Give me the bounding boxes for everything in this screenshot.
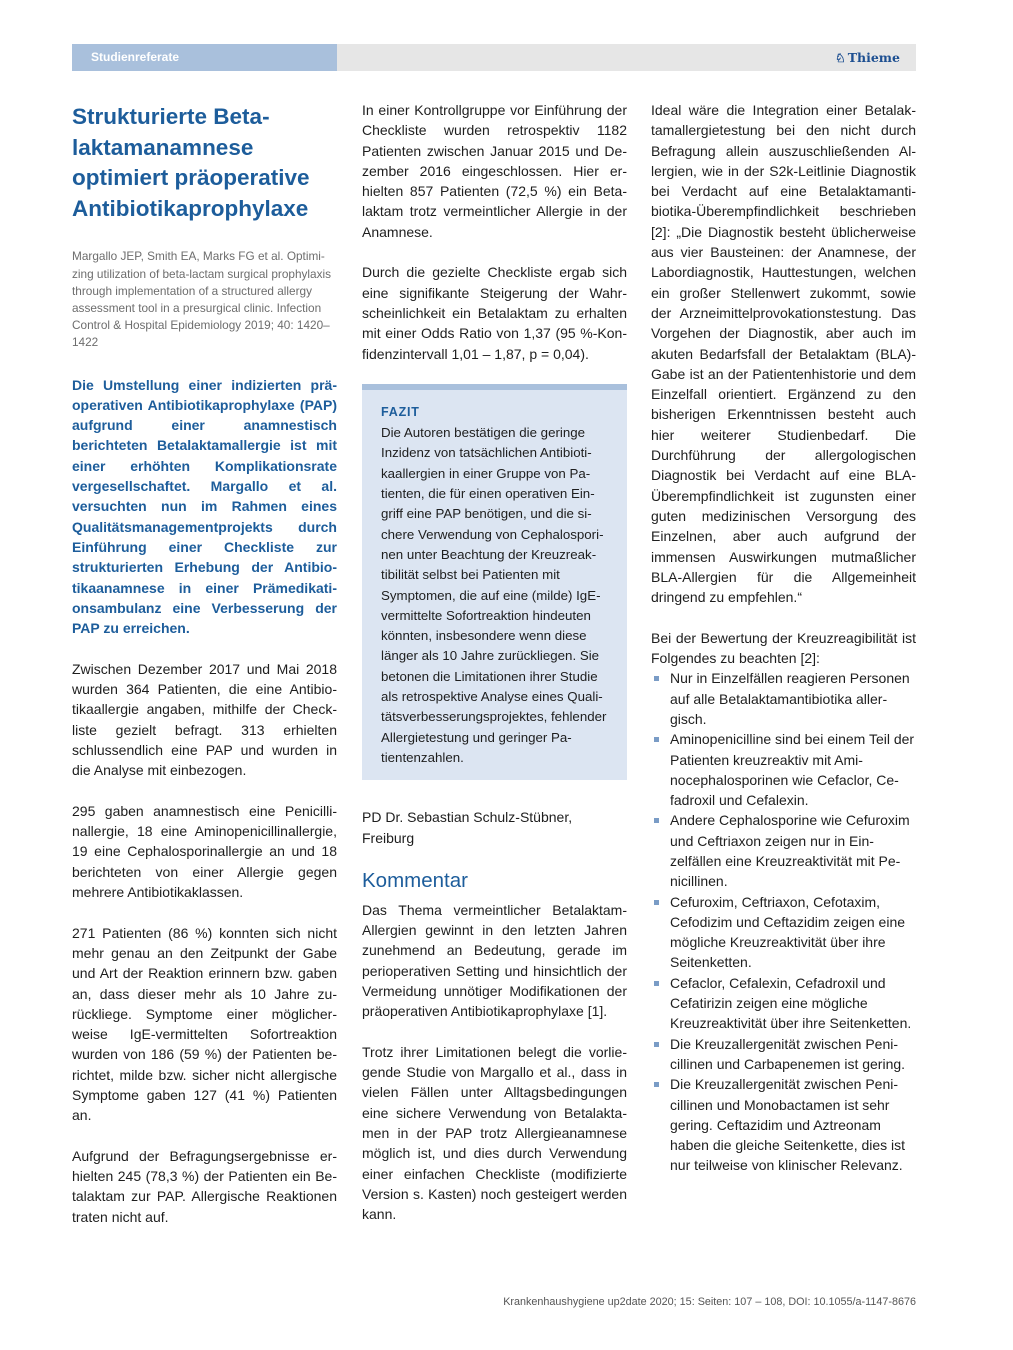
page-header — [72, 44, 916, 71]
article-citation: Margallo JEP, Smith EA, Marks FG et al. Optimizing utilization of beta-lactam surgical prophylaxis through implementation of a structured allergy assessment tool in a presurgical clinic. Infection Control & Hospital Epidemiology 2019; 40: 1420–1422 — [72, 249, 332, 350]
body-paragraph: Durch die gezielte Checkliste ergab sich eine signifikante Steigerung der Wahrscheinlichkeit ein Betalaktam zu erhalten mit einer Odds Ratio von 1,37 (95 %-Konfidenzintervall 1,01 – 1,87, p = 0,04). — [362, 264, 627, 362]
list-item: Die Kreuzallergenität zwischen Penicillinen und Carbapenemen ist gering. — [651, 1034, 916, 1075]
author-line: PD Dr. Sebastian Schulz-Stübner, Freiburg — [362, 809, 573, 846]
article-title: Strukturierte Betalaktamanamnese optimiert präoperative Antibiotikaprophylaxe — [72, 104, 310, 221]
body-paragraph: Zwischen Dezember 2017 und Mai 2018 wurden 364 Patienten, die eine Antibiotikaallergie angaben, mithilfe der Checkliste gezielt befragt. 313 erhielten schlussendlich eine PAP und wurden in die Analyse mit einbezogen. — [72, 660, 337, 779]
column-3 — [651, 100, 916, 1176]
section-label: Studienreferate — [72, 44, 337, 71]
list-item: Cefuroxim, Ceftriaxon, Cefotaxim, Cefodizim und Ceftazidim zeigen eine mögliche Kreuzreaktivität über ihre Seitenketten. — [651, 892, 916, 973]
body-paragraph: Das Thema vermeintlicher Betalaktam-Allergien gewinnt in den letzten Jahren zunehmend an Bedeutung, gerade im perioperativen Setting und hinsichtlich der Vermeidung unnötiger Modifikationen der präoperativen Antibiotikaprophylaxe [1]. — [362, 901, 627, 1020]
list-item: Die Kreuzallergenität zwischen Penicillinen und Monobactamen ist sehr gering. Ceftazidim und Aztreonam haben die gleiche Seitenkette, dies ist nur teilweise von klinischer Relevanz. — [651, 1074, 916, 1175]
footer-citation: Krankenhaushygiene up2date 2020; 15: Seiten: 107 – 108, DOI: 10.1055/a-1147-8676 — [503, 1296, 916, 1308]
body-paragraph: In einer Kontrollgruppe vor Einführung der Checkliste wurden retrospektiv 1182 Patienten zwischen Januar 2015 und Dezember 2016 eingeschlossen. Hier erhielten 857 Patienten (72,5 %) ein Betalaktam trotz vermeintlicher Allergie in der Anamnese. — [362, 102, 627, 240]
body-paragraph: 295 gaben anamnestisch eine Penicillinallergie, 18 eine Aminopenicillinallergie, 19 eine Cephalosporinallergie an und 18 berichteten von einer Allergie gegen mehrere Antibiotikaklassen. — [72, 802, 337, 901]
list-item: Cefaclor, Cefalexin, Cefadroxil und Cefatirizin zeigen eine mögliche Kreuzreaktivität über ihre Seitenketten. — [651, 973, 916, 1034]
fazit-box — [362, 384, 627, 780]
fazit-heading: FAZIT — [381, 405, 420, 420]
list-item: Nur in Einzelfällen reagieren Personen auf alle Betalaktamantibiotika allergisch. — [651, 668, 916, 729]
kommentar-heading: Kommentar — [362, 868, 468, 892]
column-1 — [72, 100, 337, 1247]
publisher-logo-text: Thieme — [847, 50, 900, 65]
body-paragraph: Ideal wäre die Integration einer Betalaktamallergietestung bei den nicht durch Befragung allein auszuschließenden Allergien, wie in der S2k-Leitlinie Diagnostik bei Verdacht auf eine Betalaktamantibiotika-Überempfindlichkeit beschrieben [2]: „Die Diagnostik besteht üblicherweise aus vier Bausteinen: der Anamnese, der Labordiagnostik, Hauttestungen, welchen ein großer Stellenwert zukommt, sowie der Arzneimittelprovokationstestung. Das Vorgehen der Diagnostik, aber auch im akuten Bedarfsfall der Betalaktam (BLA)-Gabe ist an der Patientenhistorie und dem Einzelfall orientiert. Ergänzend zu den bisherigen Erkenntnissen besteht auch hier weiterer Studienbedarf. Die Durchführung der allergologischen Diagnostik bei Verdacht auf eine BLA-Überempfindlichkeit ist zugunsten einer guten medizinischen Versorgung des Einzelnen, aber auch aufgrund der immensen Auswirkungen mutmaßlicher BLA-Allergien für die Allgemeinheit dringend zu empfehlen.“ — [651, 102, 916, 606]
publisher-logo — [835, 44, 900, 71]
cross-reactivity-list — [651, 668, 916, 1175]
body-paragraph: 271 Patienten (86 %) konnten sich nicht mehr genau an den Zeitpunkt der Gabe und Art der Reaktion erinnern bzw. gaben an, dass dieser mehr als 10 Jahre zurückliege. Symptome einer möglicherweise IgE-vermittelten Sofortreaktion wurden von 186 (59 %) der Patienten berichtet, milde bzw. sicher nicht allergische Symptome gaben 127 (41 %) Patienten an. — [72, 924, 337, 1124]
lead-paragraph: Die Umstellung einer indizierten präoperativen Antibiotikaprophylaxe (PAP) aufgrund einer anamnestisch berichteten Betalaktamallergie ist mit einer erhöhten Komplikationsrate vergesellschaftet. Margallo et al. versuchten nun im Rahmen eines Qualitätsmanagementprojekts durch Einführung einer Checkliste zur strukturierten Erhebung der Antibiotikaanamnese in einer Prämedikationsambulanz eine Verbesserung der PAP zu erreichen. — [72, 376, 337, 637]
column-2 — [362, 100, 627, 1245]
list-item: Aminopenicilline sind bei einem Teil der Patienten kreuzreaktiv mit Aminocephalosporinen wie Cefaclor, Cefadroxil und Cefalexin. — [651, 729, 916, 810]
fazit-text: Die Autoren bestätigen die geringe Inzidenz von tatsächlichen Antibiotikaallergien in einer Gruppe von Patienten, die für einen operativen Eingriff eine PAP benötigen, und die sichere Verwendung von Cephalosporinen unter Beachtung der Kreuzreaktibilität selbst bei Patienten mit Symptomen, die auf eine (milde) IgE-vermittelte Sofortreaktion hindeuten könnten, insbesondere wenn diese länger als 10 Jahre zurückliegen. Sie betonen die Limitationen ihrer Studie als retrospektive Analyse eines Qualitätsverbesserungsprojektes, fehlender Allergietestung und geringer Patientenzahlen. — [381, 425, 607, 765]
body-paragraph: Trotz ihrer Limitationen belegt die vorliegende Studie von Margallo et al., dass in vielen Fällen unter Alltagsbedingungen eine sichere Verwendung von Betalaktamen in der PAP trotz Allergieanamnese möglich ist, und dies durch Verwendung einer einfachen Checkliste (modifizierte Version s. Kasten) noch gesteigert werden kann. — [362, 1043, 627, 1223]
body-paragraph: Aufgrund der Befragungsergebnisse erhielten 245 (78,3 %) der Patienten ein Betalaktam zur PAP. Allergische Reaktionen traten nicht auf. — [72, 1147, 337, 1225]
thieme-emblem-icon: ♘ — [834, 51, 846, 65]
body-paragraph: Bei der Bewertung der Kreuzreagibilität ist Folgendes zu beachten [2]: — [651, 629, 916, 667]
list-item: Andere Cephalosporine wie Cefuroxim und Ceftriaxon zeigen nur in Einzelfällen eine Kreuzreaktivität mit Penicillinen. — [651, 810, 916, 891]
